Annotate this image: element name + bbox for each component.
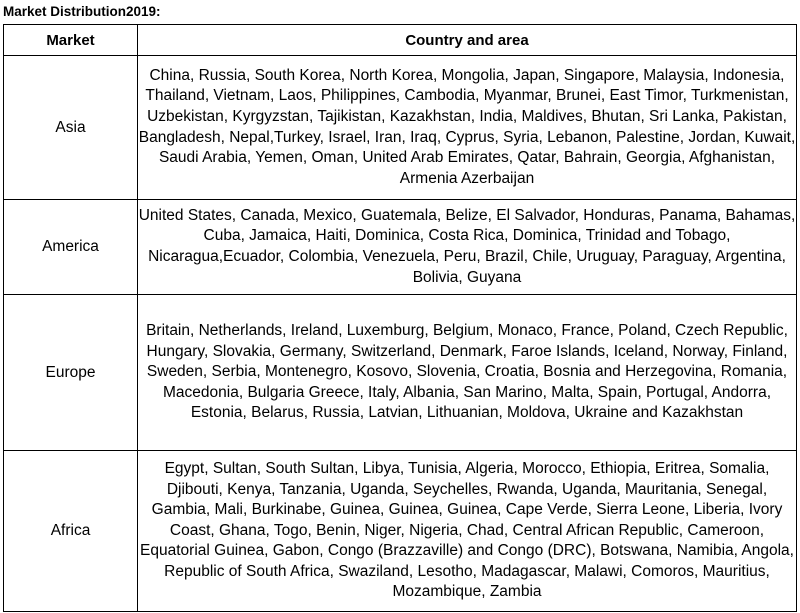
table-row xyxy=(4,200,797,295)
table-header-row xyxy=(4,25,797,56)
market-cell: America xyxy=(4,200,138,295)
table-row xyxy=(4,56,797,200)
header-market: Market xyxy=(4,25,138,56)
header-country-and-area: Country and area xyxy=(138,25,797,56)
market-cell: Africa xyxy=(4,451,138,612)
market-cell: Asia xyxy=(4,56,138,200)
table-row xyxy=(4,295,797,451)
market-distribution-table xyxy=(3,24,797,612)
table-row xyxy=(4,451,797,612)
countries-cell: Egypt, Sultan, South Sultan, Libya, Tunisia, Algeria, Morocco, Ethiopia, Eritrea, Somalia, Djibouti, Kenya, Tanzania, Uganda, Seychelles, Rwanda, Uganda, Mauritania, Senegal, Gambia, Mali, Burkinabe, Guinea, Guinea, Guinea, Cape Verde, Sierra Leone, Liberia, Ivory Coast, Ghana, Togo, Benin, Niger, Nigeria, Chad, Central African Republic, Cameroon, Equatorial Guinea, Gabon, Congo (Brazzaville) and Congo (DRC), Botswana, Namibia, Angola, Republic of South Africa, Swaziland, Lesotho, Madagascar, Malawi, Comoros, Mauritius, Mozambique, Zambia xyxy=(138,451,797,612)
countries-cell: Britain, Netherlands, Ireland, Luxemburg, Belgium, Monaco, France, Poland, Czech Republic, Hungary, Slovakia, Germany, Switzerland, Denmark, Faroe Islands, Iceland, Norway, Finland, Sweden, Serbia, Montenegro, Kosovo, Slovenia, Croatia, Bosnia and Herzegovina, Romania, Macedonia, Bulgaria Greece, Italy, Albania, San Marino, Malta, Spain, Portugal, Andorra, Estonia, Belarus, Russia, Latvian, Lithuanian, Moldova, Ukraine and Kazakhstan xyxy=(138,295,797,451)
countries-cell: United States, Canada, Mexico, Guatemala, Belize, El Salvador, Honduras, Panama, Bahamas, Cuba, Jamaica, Haiti, Dominica, Costa Rica, Dominica, Trinidad and Tobago, Nicaragua,Ecuador, Colombia, Venezuela, Peru, Brazil, Chile, Uruguay, Paraguay, Argentina, Bolivia, Guyana xyxy=(138,200,797,295)
market-cell: Europe xyxy=(4,295,138,451)
countries-cell: China, Russia, South Korea, North Korea, Mongolia, Japan, Singapore, Malaysia, Indonesia, Thailand, Vietnam, Laos, Philippines, Cambodia, Myanmar, Brunei, East Timor, Turkmenistan, Uzbekistan, Kyrgyzstan, Tajikistan, Kazakhstan, India, Maldives, Bhutan, Sri Lanka, Pakistan, Bangladesh, Nepal,Turkey, Israel, Iran, Iraq, Cyprus, Syria, Lebanon, Palestine, Jordan, Kuwait, Saudi Arabia, Yemen, Oman, United Arab Emirates, Qatar, Bahrain, Georgia, Afghanistan, Armenia Azerbaijan xyxy=(138,56,797,200)
page-title: Market Distribution2019: xyxy=(3,4,161,19)
